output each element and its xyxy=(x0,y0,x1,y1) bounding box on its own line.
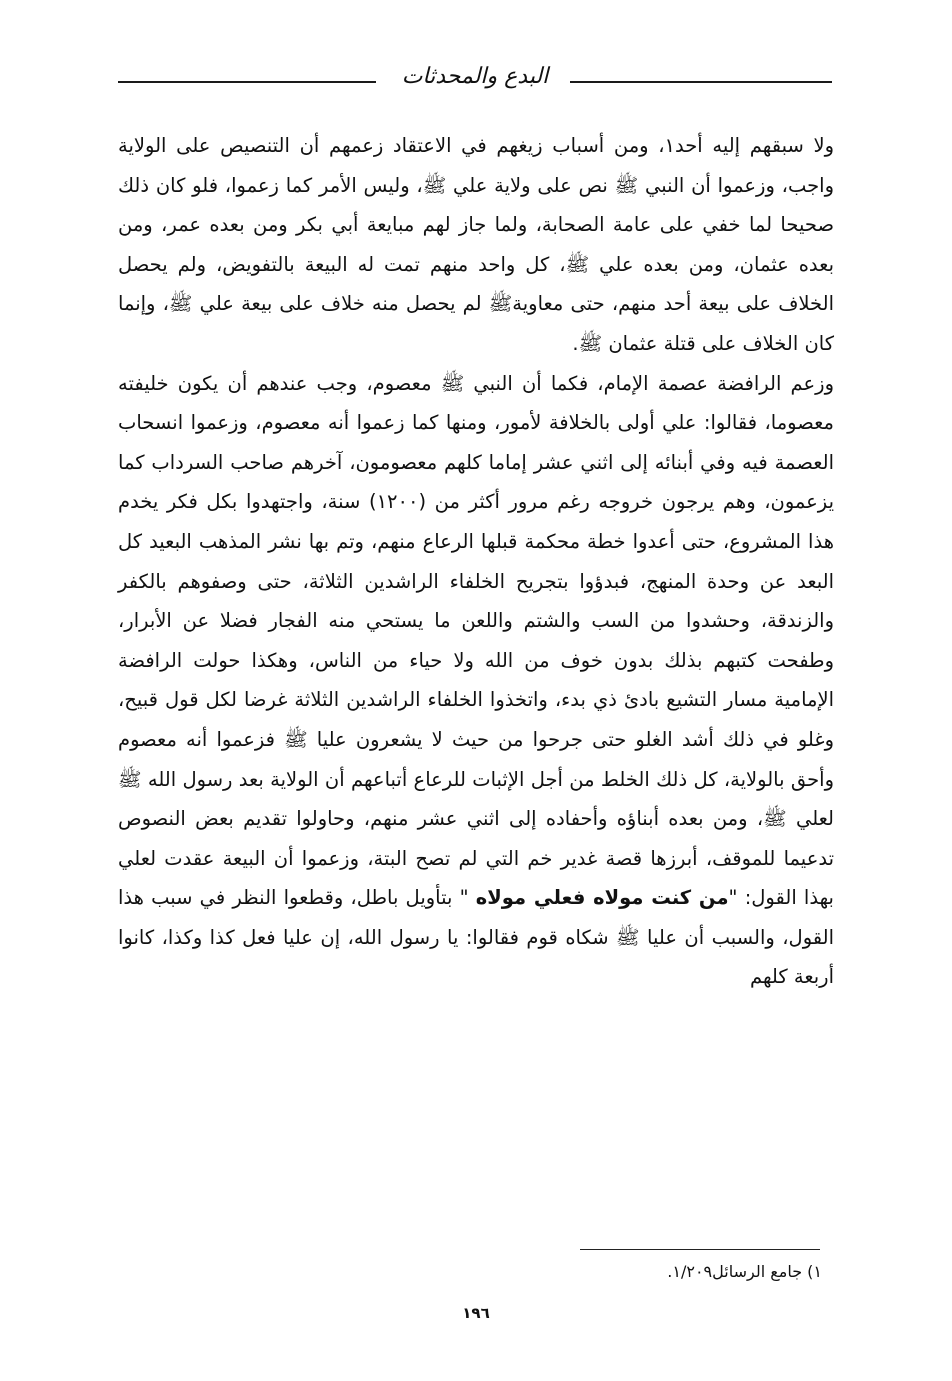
header-rule-left xyxy=(118,81,376,83)
footnote-divider xyxy=(580,1249,820,1250)
paragraph-1: ولا سبقهم إليه أحد١، ومن أسباب زيغهم في الاعتقاد زعمهم أن التنصيص على الولاية واجب، وزعموا أن النبي ﷺ نص على ولاية علي ﷺ، وليس الأمر كما زعموا، فلو كان ذلك صحيحا لما خفي على عامة الصحابة، ولما جاز لهم مبايعة أبي بكر ومن بعده عمر، ومن بعده عثمان، ومن بعده علي ﷺ، كل واحد منهم تمت له البيعة بالتفويض، ولم يحصل الخلاف على بيعة أحد منهم، حتى معاويةﷺ لم يحصل منه خلاف على بيعة علي ﷺ، وإنما كان الخلاف على قتلة عثمان ﷺ. xyxy=(118,134,834,355)
header-title-calligraphy: البدع والمحدثات xyxy=(401,64,549,89)
footnote: ١) جامع الرسائل١/٢٠٩. xyxy=(667,1262,822,1281)
header-rule-right xyxy=(570,81,832,83)
paragraph-2-continuation: " بتأويل باطل، وقطعوا النظر في سبب هذا القول، والسبب أن عليا ﷺ شكاه قوم فقالوا: يا رسول الله، إن عليا فعل كذا وكذا، كانوا أربعة كلهم xyxy=(118,886,834,989)
page-number: ١٩٦ xyxy=(462,1304,490,1322)
page-header xyxy=(118,58,832,106)
hadith-quote: من كنت مولاه فعلي مولاه xyxy=(475,886,729,910)
paragraph-2-text: وزعم الرافضة عصمة الإمام، فكما أن النبي ﷺ معصوم، وجب عندهم أن يكون خليفته معصوما، فقالوا: علي أولى بالخلافة لأمور، ومنها كما زعموا أنه معصوم، وزعموا انسحاب العصمة فيه وفي أبنائه إلى اثني عشر إماما كلهم معصومون، آخرهم صاحب السرداب كما يزعمون، وهم يرجون خروجه رغم مرور أكثر من (١٢٠٠) سنة، واجتهدوا بكل فكر يخدم هذا المشروع، حتى أعدوا خطة محكمة قبلها الرعاع منهم، وتم بها نشر المذهب البعيد كل البعد عن وحدة المنهج، فبدؤوا بتجريح الخلفاء الراشدين الثلاثة، حتى وصفوهم بالكفر والزندقة، وحشدوا من السب والشتم واللعن ما يستحي منه الفجار فضلا عن الأبرار، وطفحت كتبهم بذلك بدون خوف من الله ولا حياء من الناس، وهكذا حولت الرافضة الإمامية مسار التشيع بادئ ذي بدء، واتخذوا الخلفاء الراشدين الثلاثة غرضا لكل قول قبيح، وغلو في ذلك أشد الغلو حتى جرحوا من حيث لا يشعرون عليا ﷺ فزعموا أنه معصوم وأحق بالولاية، كل ذلك الخلط من أجل الإثبات للرعاع أتباعهم أن الولاية بعد رسول الله ﷺ لعلي ﷺ، ومن بعده أبناؤه وأحفاده إلى اثني عشر منهم، وحاولوا تقديم بعض النصوص تدعيما للموقف، أبرزها قصة غدير خم التي لم تصح البتة، وزعموا أن البيعة عقدت لعلي بهذا القول: " xyxy=(118,371,834,910)
paragraph-2 xyxy=(118,364,834,998)
main-text xyxy=(118,126,834,997)
